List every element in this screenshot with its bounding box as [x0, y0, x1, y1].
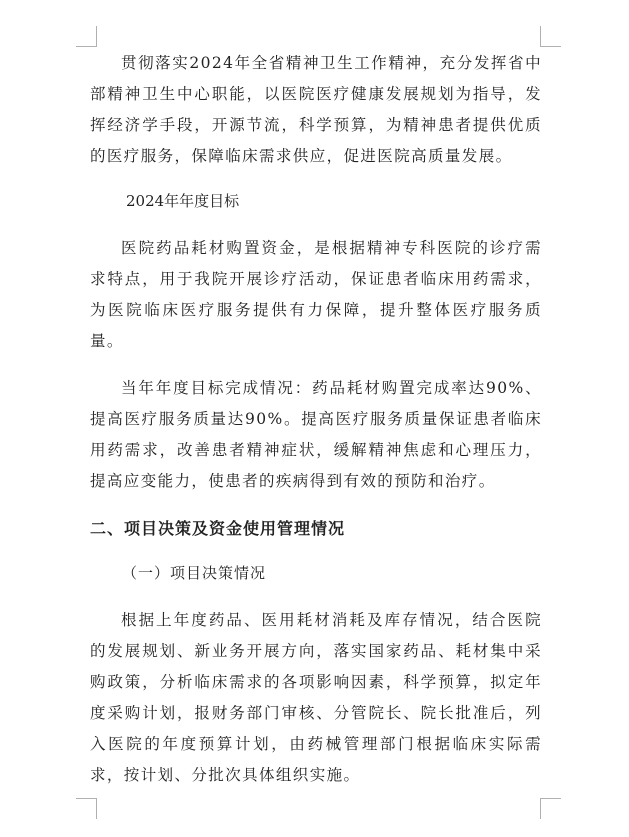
document-body	[90, 48, 542, 791]
page-corner-mark-bottom-right	[540, 798, 561, 819]
goal-description-paragraph: 医院药品耗材购置资金，是根据精神专科医院的诊疗需求特点，用于我院开展诊疗活动，保证患者临床用药需求，为医院临床医疗服务提供有力保障，提升整体医疗服务质量。	[90, 239, 542, 350]
goal-title: 2024年年度目标	[126, 192, 240, 210]
page-corner-mark-top-right	[540, 26, 561, 47]
page-corner-mark-bottom-left	[76, 798, 97, 819]
decision-paragraph: 根据上年度药品、医用耗材消耗及库存情况，结合医院的发展规划、新业务开展方向，落实国家药品、耗材集中采购政策，分析临床需求的各项影响因素，科学预算，拟定年度采购计划，报财务部门审核、分管院长、院长批准后，列入医院的年度预算计划，由药械管理部门根据临床实际需求，按计划、分批次具体组织实施。	[90, 611, 542, 784]
page-corner-mark-top-left	[76, 26, 97, 47]
completion-paragraph: 当年年度目标完成情况：药品耗材购置完成率达90%、提高医疗服务质量达90%。提高医疗服务质量保证患者临床用药需求，改善患者精神症状，缓解精神焦虑和心理压力，提高应变能力，使患者的疾病得到有效的预防和治疗。	[90, 379, 542, 490]
intro-paragraph: 贯彻落实2024年全省精神卫生工作精神，充分发挥省中部精神卫生中心职能，以医院医疗健康发展规划为指导，发挥经济学手段，开源节流，科学预算，为精神患者提供优质的医疗服务，保障临床需求供应，促进医院高质量发展。	[90, 54, 542, 165]
section-heading: 二、项目决策及资金使用管理情况	[90, 519, 346, 538]
subsection-heading: （一）项目决策情况	[122, 564, 267, 582]
